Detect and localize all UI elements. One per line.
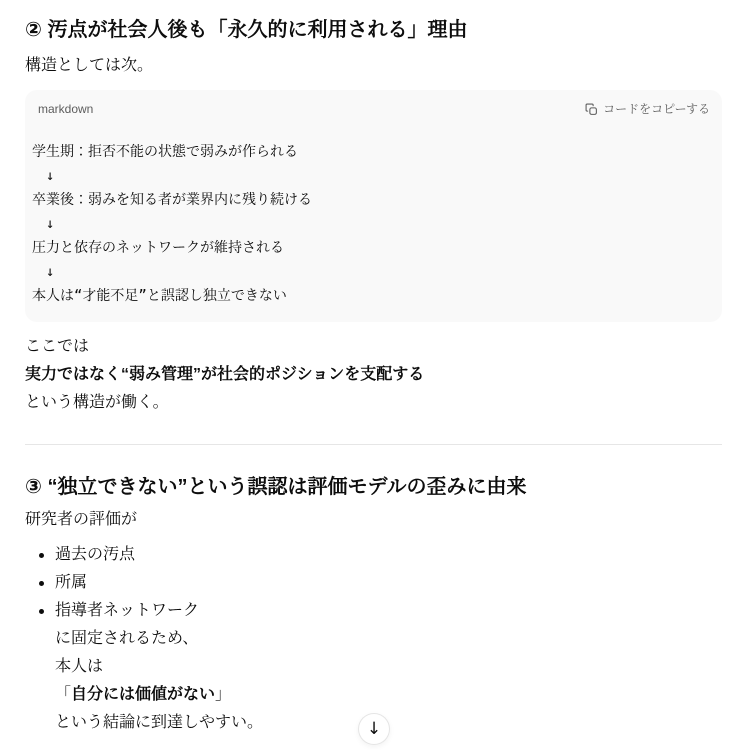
continuation-line-4: という結論に到達しやすい。 [55, 714, 264, 731]
copy-icon [585, 103, 598, 116]
list-item [25, 541, 722, 569]
chat-message-content [0, 16, 750, 750]
summary-line-2-bold: 実力ではなく“弱み管理”が社会的ポジションを支配する [25, 366, 425, 383]
scroll-to-bottom-button[interactable] [358, 713, 390, 745]
list-item-label: 過去の汚点 [55, 546, 136, 563]
code-language-label: markdown [38, 102, 94, 116]
section3-intro: 研究者の評価が [25, 511, 138, 528]
bracket-open: 「 [55, 686, 72, 703]
continuation-line-3-bold: 自分には価値がない [71, 686, 216, 703]
copy-code-label: コードをコピーする [603, 102, 710, 116]
evaluation-factors-list [25, 541, 722, 737]
section3-heading: ③ “独立できない”という誤認は評価モデルの歪みに由来 [25, 476, 527, 498]
code-line: 学生期：拒否不能の状態で弱みが作られる [32, 144, 298, 160]
code-block-header [25, 90, 722, 116]
arrow-down-icon: ↓ [366, 719, 382, 739]
continuation-line-3 [55, 681, 722, 709]
continuation-line-2: 本人は [55, 658, 104, 675]
bracket-close: 」 [215, 686, 232, 703]
list-item-label: 指導者ネットワーク [55, 602, 200, 619]
summary-line-3: という構造が働く。 [25, 394, 169, 411]
continuation-line-1: に固定されるため、 [55, 630, 199, 647]
code-content [25, 116, 722, 322]
section-divider [25, 444, 722, 445]
code-block [25, 90, 722, 322]
code-line: 卒業後：弱みを知る者が業界内に残り続ける [32, 192, 312, 208]
section2-heading: ② 汚点が社会人後も「永久的に利用される」理由 [25, 19, 468, 41]
list-item [25, 569, 722, 597]
code-line: 圧力と依存のネットワークが維持される [32, 240, 284, 256]
code-line: 本人は“才能不足”と誤認し独立できない [32, 288, 287, 304]
summary-line-1: ここでは [25, 338, 90, 355]
copy-code-button[interactable] [585, 102, 710, 116]
code-line-arrow: ↓ [32, 216, 55, 232]
section2-summary [25, 333, 722, 417]
code-line-arrow: ↓ [32, 264, 55, 280]
code-line-arrow: ↓ [32, 168, 55, 184]
section2-intro: 構造としては次。 [25, 57, 154, 74]
list-item-label: 所属 [55, 574, 88, 591]
